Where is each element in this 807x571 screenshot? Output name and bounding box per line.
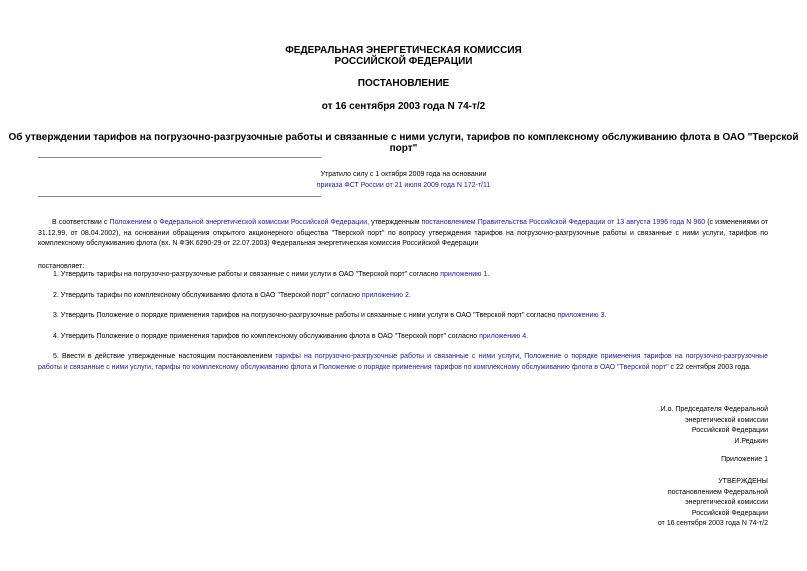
intro-text-2: , утвержденным — [367, 219, 422, 226]
approved-heading: УТВЕРЖДЕНЫ — [718, 478, 768, 485]
signature-line-2: энергетической комиссии — [685, 416, 768, 424]
approval-line-1: постановлением Федеральной — [667, 488, 768, 496]
item-5-text-4: и — [311, 363, 319, 371]
item-5-text-2: , — [519, 353, 525, 360]
item-5-text-5: с 22 сентября 2003 года. — [668, 363, 752, 371]
fleet-rules-link[interactable]: Положение о порядке применения тарифов по комплексному обслуживанию флота в ОАО "Тверской порт" — [318, 363, 669, 371]
decree-word: постановляет: — [38, 263, 85, 270]
document-type: ПОСТАНОВЛЕНИЕ — [357, 78, 450, 89]
item-3-end: . — [604, 312, 607, 319]
item-2 — [53, 291, 411, 302]
appendix-label: Приложение 1 — [721, 456, 768, 463]
intro-text-1: В соответствии с — [52, 219, 110, 226]
item-1-end: . — [487, 271, 490, 278]
item-4 — [53, 332, 528, 343]
appendix-2-link[interactable]: приложению 2 — [361, 292, 409, 299]
tariffs-loading-link[interactable]: тарифы на погрузочно-разгрузочные работы и связанные с ними услуги — [275, 353, 520, 360]
issuer-line-2: РОССИЙСКОЙ ФЕДЕРАЦИИ — [334, 56, 473, 67]
appendix-1-link[interactable]: приложению 1 — [440, 271, 488, 278]
approval-block — [658, 477, 768, 530]
separator-bottom — [38, 196, 321, 197]
status-note-text: Утратило силу с 1 октября 2009 года на основании — [320, 171, 487, 178]
intro-paragraph — [38, 218, 768, 250]
loading-rules-link[interactable]: Положение о порядке применения тарифов на погрузочно-разгрузочные работы и связанные с ними услуги — [38, 353, 768, 371]
intro-text-3: (с изменениями от 31.12.99, от 08.04.2002), на основании обращения открытого акционерного общества "Тверской порт" по вопросу утверждения тарифов на погрузочно-разгрузочные работы и связанные с ними услуги, тарифов по комплексному обслуживанию флота (вх. N ФЭК 6290-29 от 22.07.2003) Федеральная энергетическая комиссия Российской Федерации — [38, 219, 769, 247]
document-title: Об утверждении тарифов на погрузочно-разгрузочные работы и связанные с ними услуги, тарифов по комплексному обслуживанию флота в ОАО "Тверской порт" — [8, 132, 799, 154]
document-date: от 16 сентября 2003 года N 74-т/2 — [321, 101, 486, 112]
item-5-text-3: , — [151, 363, 155, 371]
status-note-link[interactable]: приказа ФСТ России от 21 июля 2009 года N 172-т/11 — [316, 181, 491, 189]
separator-top — [38, 157, 321, 158]
item-1 — [53, 270, 489, 281]
item-4-end: . — [526, 333, 529, 340]
issuer-line-1: ФЕДЕРАЛЬНАЯ ЭНЕРГЕТИЧЕСКАЯ КОМИССИЯ — [285, 45, 522, 56]
signature-line-3: Российской Федерации — [691, 427, 768, 434]
government-decree-link[interactable]: постановлением Правительства Российской Федерации от 13 августа 1996 года N 960 — [421, 219, 706, 226]
item-2-end: . — [408, 292, 411, 299]
approval-line-3: Российской Федерации — [691, 509, 768, 517]
fleet-tariffs-link[interactable]: тарифы по комплексному обслуживанию флота — [154, 363, 312, 371]
signature-block — [661, 405, 768, 447]
item-4-text: 4. Утвердить Положение о порядке применения тарифов по комплексному обслуживанию флота в ОАО "Тверской порт" согласно — [53, 333, 480, 340]
appendix-4-link[interactable]: приложению 4 — [479, 333, 527, 340]
item-1-text: 1. Утвердить тарифы на погрузочно-разгрузочные работы и связанные с ними услуги в ОАО "Тверской порт" согласно — [53, 271, 441, 278]
regulation-link[interactable]: Положением о Федеральной энергетической комиссии Российской Федерации — [109, 219, 368, 226]
status-note — [200, 170, 607, 191]
item-2-text: 2. Утвердить тарифы по комплексному обслуживанию флота в ОАО "Тверской порт" согласно — [53, 292, 362, 299]
item-3 — [53, 311, 606, 322]
item-5 — [38, 352, 768, 373]
signature-line-1: И.о. Председателя Федеральной — [660, 406, 768, 413]
approval-line-4: от 16 сентября 2003 года N 74-т/2 — [657, 520, 768, 527]
item-3-text: 3. Утвердить Положение о порядке применения тарифов на погрузочно-разгрузочные работы и связанные с ними услуги в ОАО "Тверской порт" согласно — [53, 312, 558, 319]
signer-name: И.Редькин — [734, 437, 768, 445]
approval-line-2: энергетической комиссии — [685, 499, 768, 506]
appendix-3-link[interactable]: приложению 3 — [557, 312, 605, 319]
item-5-text-1: 5. Ввести в действие утвержденные настоящим постановлением — [53, 353, 276, 360]
